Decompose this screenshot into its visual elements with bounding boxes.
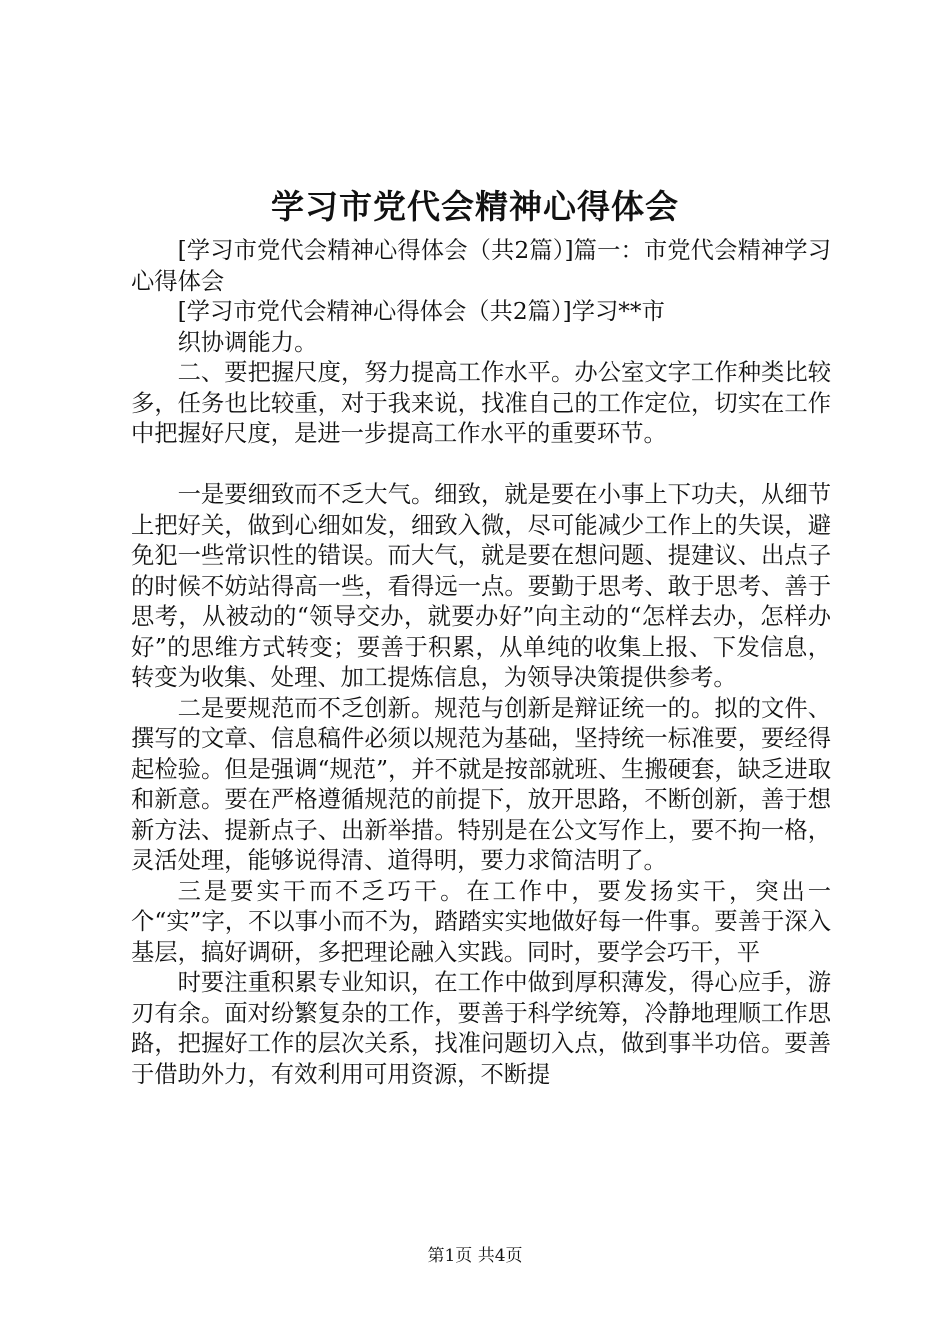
page-title: 学习市党代会精神心得体会 — [271, 187, 679, 226]
paragraph-continuation: 时要注重积累专业知识，在工作中做到厚积薄发，得心应手，游刃有余。面对纷繁复杂的工作，要善于科学统筹，冷静地理顺工作思路，把握好工作的层次关系，找准问题切入点，做到事半功倍。要善于借助外力，有效利用可用资源，不断提 — [131, 969, 831, 1088]
paragraph-section-two: 二、要把握尺度，努力提高工作水平。办公室文字工作种类比较多，任务也比较重，对于我来说，找准自己的工作定位，切实在工作中把握好尺度，是进一步提高工作水平的重要环节。 — [131, 359, 831, 447]
page-number-footer: 第1页 共4页 — [427, 1246, 523, 1266]
paragraph-header-2: [学习市党代会精神心得体会（共2篇）]学习**市 — [177, 298, 665, 325]
paragraph-point-three: 三是要实干而不乏巧干。在工作中，要发扬实干，突出一个“实”字，不以事小而不为，踏踏实实地做好每一件事。要善于深入基层，搞好调研，多把理论融入实践。同时，要学会巧干，平 — [131, 877, 831, 966]
document-body — [131, 236, 831, 1090]
paragraph-header-1: [学习市党代会精神心得体会（共2篇）]篇一：市党代会精神学习心得体会 — [131, 237, 831, 295]
paragraph-fragment: 织协调能力。 — [177, 328, 318, 356]
paragraph-point-two: 二是要规范而不乏创新。规范与创新是辩证统一的。拟的文件、撰写的文章、信息稿件必须以规范为基础，坚持统一标准要，要经得起检验。但是强调“规范”，并不就是按部就班、生搬硬套，缺乏进取和新意。要在严格遵循规范的前提下，放开思路，不断创新，善于想新方法、提新点子、出新举措。特别是在公文写作上，要不拘一格，灵活处理，能够说得清、道得明，要力求简洁明了。 — [131, 694, 831, 874]
paragraph-point-one: 一是要细致而不乏大气。细致，就是要在小事上下功夫，从细节上把好关，做到心细如发，细致入微，尽可能减少工作上的失误，避免犯一些常识性的错误。而大气，就是要在想问题、提建议、出点子的时候不妨站得高一些，看得远一点。要勤于思考、敢于思考、善于思考，从被动的“领导交办，就要办好”向主动的“怎样去办，怎样办好”的思维方式转变；要善于积累，从单纯的收集上报、下发信息，转变为收集、处理、加工提炼信息，为领导决策提供参考。 — [131, 481, 831, 691]
